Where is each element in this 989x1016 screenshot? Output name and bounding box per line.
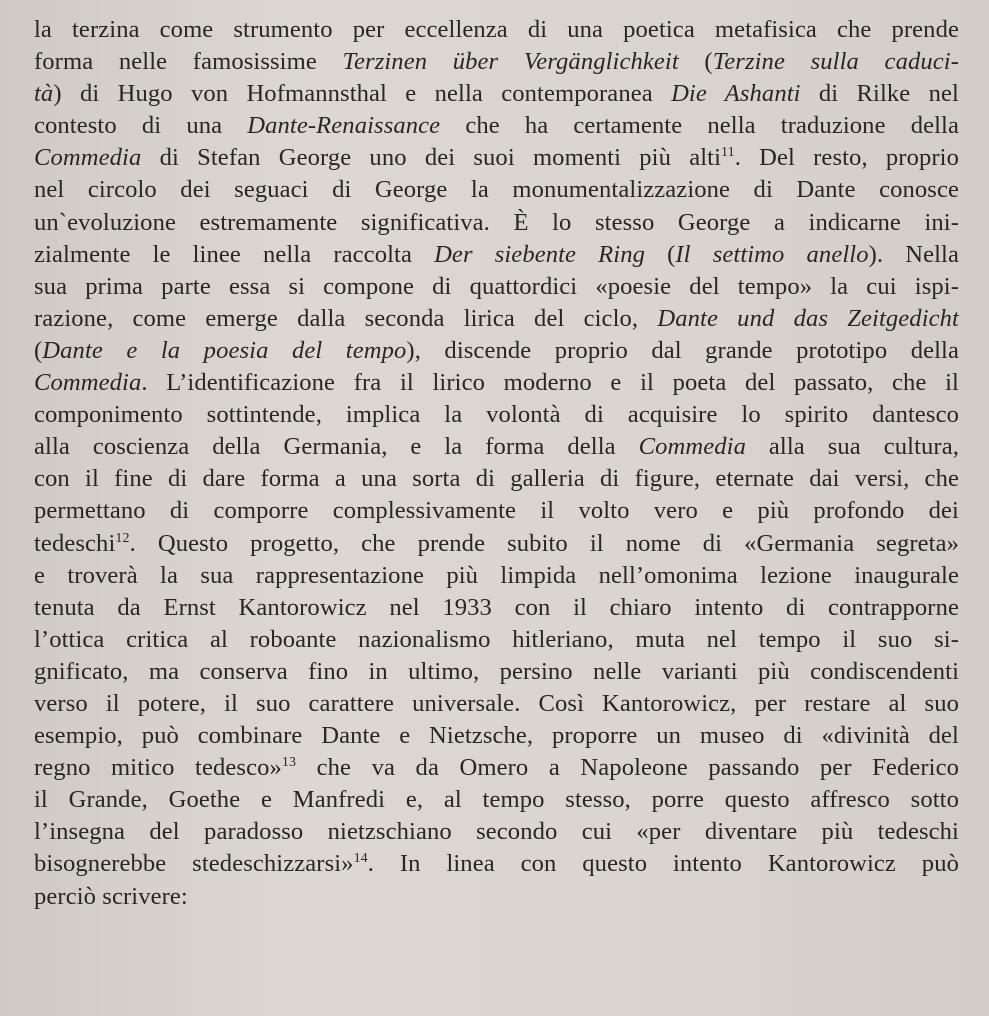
text-segment: componimento sottintende, implica la volontà di acquisire lo spirito dantesco [34,401,959,429]
footnote-ref: 11 [721,145,735,161]
text-line [34,142,959,174]
text-segment: gnificato, ma conserva fino in ultimo, persino nelle varianti più condiscendenti [34,657,959,685]
text-line [34,752,959,784]
text-segment: un`evoluzione estremamente significativa. È lo stesso George a indicarne ini- [34,208,959,236]
text-segment: ) di Hugo von Hofmannsthal e nella contemporanea [53,80,672,108]
text-segment: contesto di una [34,112,248,140]
italic-title: Il settimo anello [675,240,869,268]
text-line [34,816,959,848]
text-segment: con il fine di dare forma a una sorta di galleria di figure, eternate dai versi, che [34,465,959,493]
text-line [34,78,959,110]
text-segment: l’insegna del paradosso nietzschiano secondo cui «per diventare più tedeschi [34,818,959,846]
text-segment: l’ottica critica al roboante nazionalismo hitleriano, muta nel tempo il suo si- [34,625,959,653]
text-segment: di Stefan George uno dei suoi momenti più alti [141,144,722,172]
italic-title: Dante e la poesia del tempo [42,336,407,364]
text-line [34,335,959,367]
italic-title: tà [34,80,54,108]
footnote-ref: 12 [115,530,130,546]
text-segment: razione, come emerge dalla seconda lirica del ciclo, [34,304,658,332]
text-segment: regno mitico tedesco» [34,754,282,782]
body-text [34,14,959,913]
text-line [34,592,959,624]
footnote-ref: 13 [281,755,297,771]
text-segment: alla coscienza della Germania, e la forma della [34,433,639,461]
text-line [34,174,959,206]
text-segment: che va da Omero a Napoleone passando per Federico [296,754,959,782]
text-segment: zialmente le linee nella raccolta [34,240,435,268]
text-segment: il Grande, Goethe e Manfredi e, al tempo stesso, porre questo affresco sotto [34,786,959,814]
text-segment: la terzina come strumento per eccellenza di una poetica metafisica che prende [34,16,959,43]
text-line [34,303,959,335]
text-segment: che ha certamente nella traduzione della [440,112,959,140]
text-segment: ( [645,240,676,268]
text-segment: forma nelle famosissime [34,48,343,76]
text-segment: . Questo progetto, che prende subito il nome di «Germania segreta» [129,529,959,557]
italic-title: Terzine sulla caduci- [712,48,959,76]
text-line [34,207,959,239]
text-line [34,463,959,495]
text-line [34,110,959,142]
text-line [34,14,959,46]
italic-title: Dante-Renaissance [247,112,441,140]
text-segment: bisognerebbe stedeschizzarsi» [34,850,354,878]
text-line [34,848,959,880]
text-segment: alla sua cultura, [745,433,959,461]
text-segment: esempio, può combinare Dante e Nietzsche, proporre un museo di «divinità del [34,722,959,750]
text-line [34,656,959,688]
text-segment: nel circolo dei seguaci di George la monumentalizzazione di Dante conosce [34,176,959,204]
text-segment: tedeschi [34,529,116,557]
text-segment: sua prima parte essa si compone di quattordici «poesie del tempo» la cui ispi- [34,272,959,300]
text-line [34,688,959,720]
text-segment: ( [678,48,713,76]
footnote-ref: 14 [353,851,368,867]
text-segment: e troverà la sua rappresentazione più limpida nell’omonima lezione inaugurale [34,561,959,589]
text-segment: permettano di comporre complessivamente il volto vero e più profondo dei [34,497,959,525]
italic-title: Commedia [34,144,142,172]
text-line [34,239,959,271]
text-line [34,560,959,592]
text-line [34,271,959,303]
italic-title: Commedia [34,369,142,397]
text-line [34,720,959,752]
text-segment: . L’identificazione fra il lirico moderno e il poeta del passato, che il [141,369,959,397]
italic-title: Der siebente Ring [434,240,646,268]
italic-title: Die Ashanti [671,80,801,108]
text-line [34,46,959,78]
italic-title: Dante und das Zeitgedicht [657,304,959,332]
italic-title: Commedia [638,433,746,461]
text-line [34,624,959,656]
text-line [34,881,959,913]
text-line [34,528,959,560]
italic-title: Terzinen über Vergänglichkeit [342,48,679,76]
text-segment: ( [34,336,43,364]
text-segment: verso il potere, il suo carattere universale. Così Kantorowicz, per restare al suo [34,689,959,717]
text-segment: . In linea con questo intento Kantorowicz può [367,850,959,878]
text-line [34,399,959,431]
text-line [34,495,959,527]
text-line [34,784,959,816]
text-segment: perciò scrivere: [34,882,188,910]
text-segment: ). Nella [868,240,959,268]
text-segment: . Del resto, proprio [734,144,959,172]
text-segment: di Rilke nel [800,80,959,108]
text-line [34,367,959,399]
text-segment: ), discende proprio dal grande prototipo della [406,336,959,364]
text-segment: tenuta da Ernst Kantorowicz nel 1933 con il chiaro intento di contrapporne [34,593,959,621]
text-line [34,431,959,463]
